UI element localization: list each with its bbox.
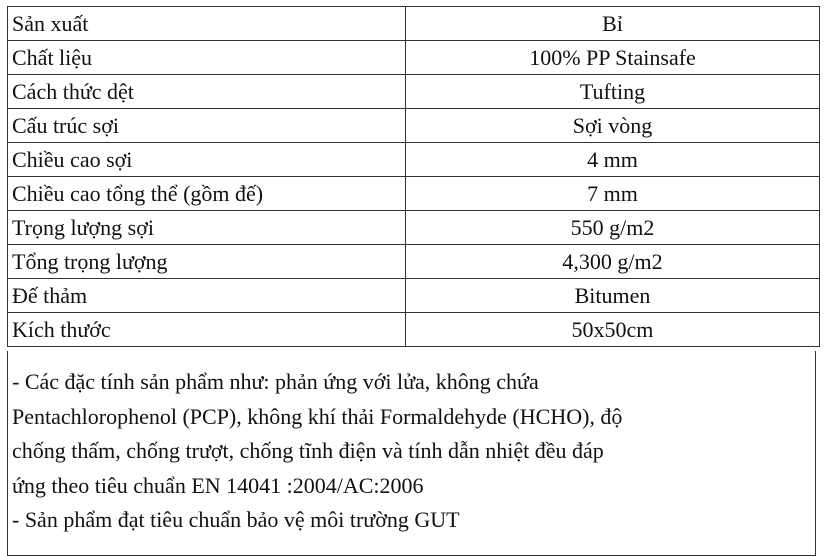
spec-label: Chiều cao tổng thể (gồm đế) bbox=[8, 177, 406, 211]
spec-value: Bitumen bbox=[406, 279, 820, 313]
spec-value: Tufting bbox=[406, 75, 820, 109]
note-line: - Các đặc tính sản phẩm như: phản ứng với lửa, không chứa bbox=[12, 369, 539, 394]
spec-value: Bỉ bbox=[406, 7, 820, 41]
spec-label: Trọng lượng sợi bbox=[8, 211, 406, 245]
spec-value: 4 mm bbox=[406, 143, 820, 177]
note-line: chống thấm, chống trượt, chống tĩnh điện và tính dẫn nhiệt đều đáp bbox=[12, 438, 604, 463]
spec-value: Sợi vòng bbox=[406, 109, 820, 143]
spec-label: Đế thảm bbox=[8, 279, 406, 313]
note-line: - Sản phẩm đạt tiêu chuẩn bảo vệ môi trường GUT bbox=[12, 507, 460, 532]
spec-row bbox=[8, 41, 820, 75]
spec-value: 7 mm bbox=[406, 177, 820, 211]
spec-row bbox=[8, 279, 820, 313]
spec-label: Chất liệu bbox=[8, 41, 406, 75]
notes-box bbox=[7, 351, 816, 556]
spec-value: 4,300 g/m2 bbox=[406, 245, 820, 279]
spec-row bbox=[8, 109, 820, 143]
spec-row bbox=[8, 75, 820, 109]
spec-label: Chiều cao sợi bbox=[8, 143, 406, 177]
spec-label: Kích thước bbox=[8, 313, 406, 347]
spec-label: Tổng trọng lượng bbox=[8, 245, 406, 279]
spec-row bbox=[8, 177, 820, 211]
spec-row bbox=[8, 143, 820, 177]
spec-label: Cách thức dệt bbox=[8, 75, 406, 109]
spec-value: 50x50cm bbox=[406, 313, 820, 347]
spec-row bbox=[8, 245, 820, 279]
spec-value: 550 g/m2 bbox=[406, 211, 820, 245]
spec-label: Cấu trúc sợi bbox=[8, 109, 406, 143]
spec-row bbox=[8, 313, 820, 347]
note-line: Pentachlorophenol (PCP), không khí thải Formaldehyde (HCHO), độ bbox=[12, 403, 623, 429]
spec-table bbox=[7, 6, 820, 347]
spec-row bbox=[8, 211, 820, 245]
spec-value: 100% PP Stainsafe bbox=[406, 41, 820, 75]
spec-label: Sản xuất bbox=[8, 7, 406, 41]
spec-row bbox=[8, 7, 820, 41]
note-line: ứng theo tiêu chuẩn EN 14041 :2004/AC:2006 bbox=[12, 472, 424, 498]
